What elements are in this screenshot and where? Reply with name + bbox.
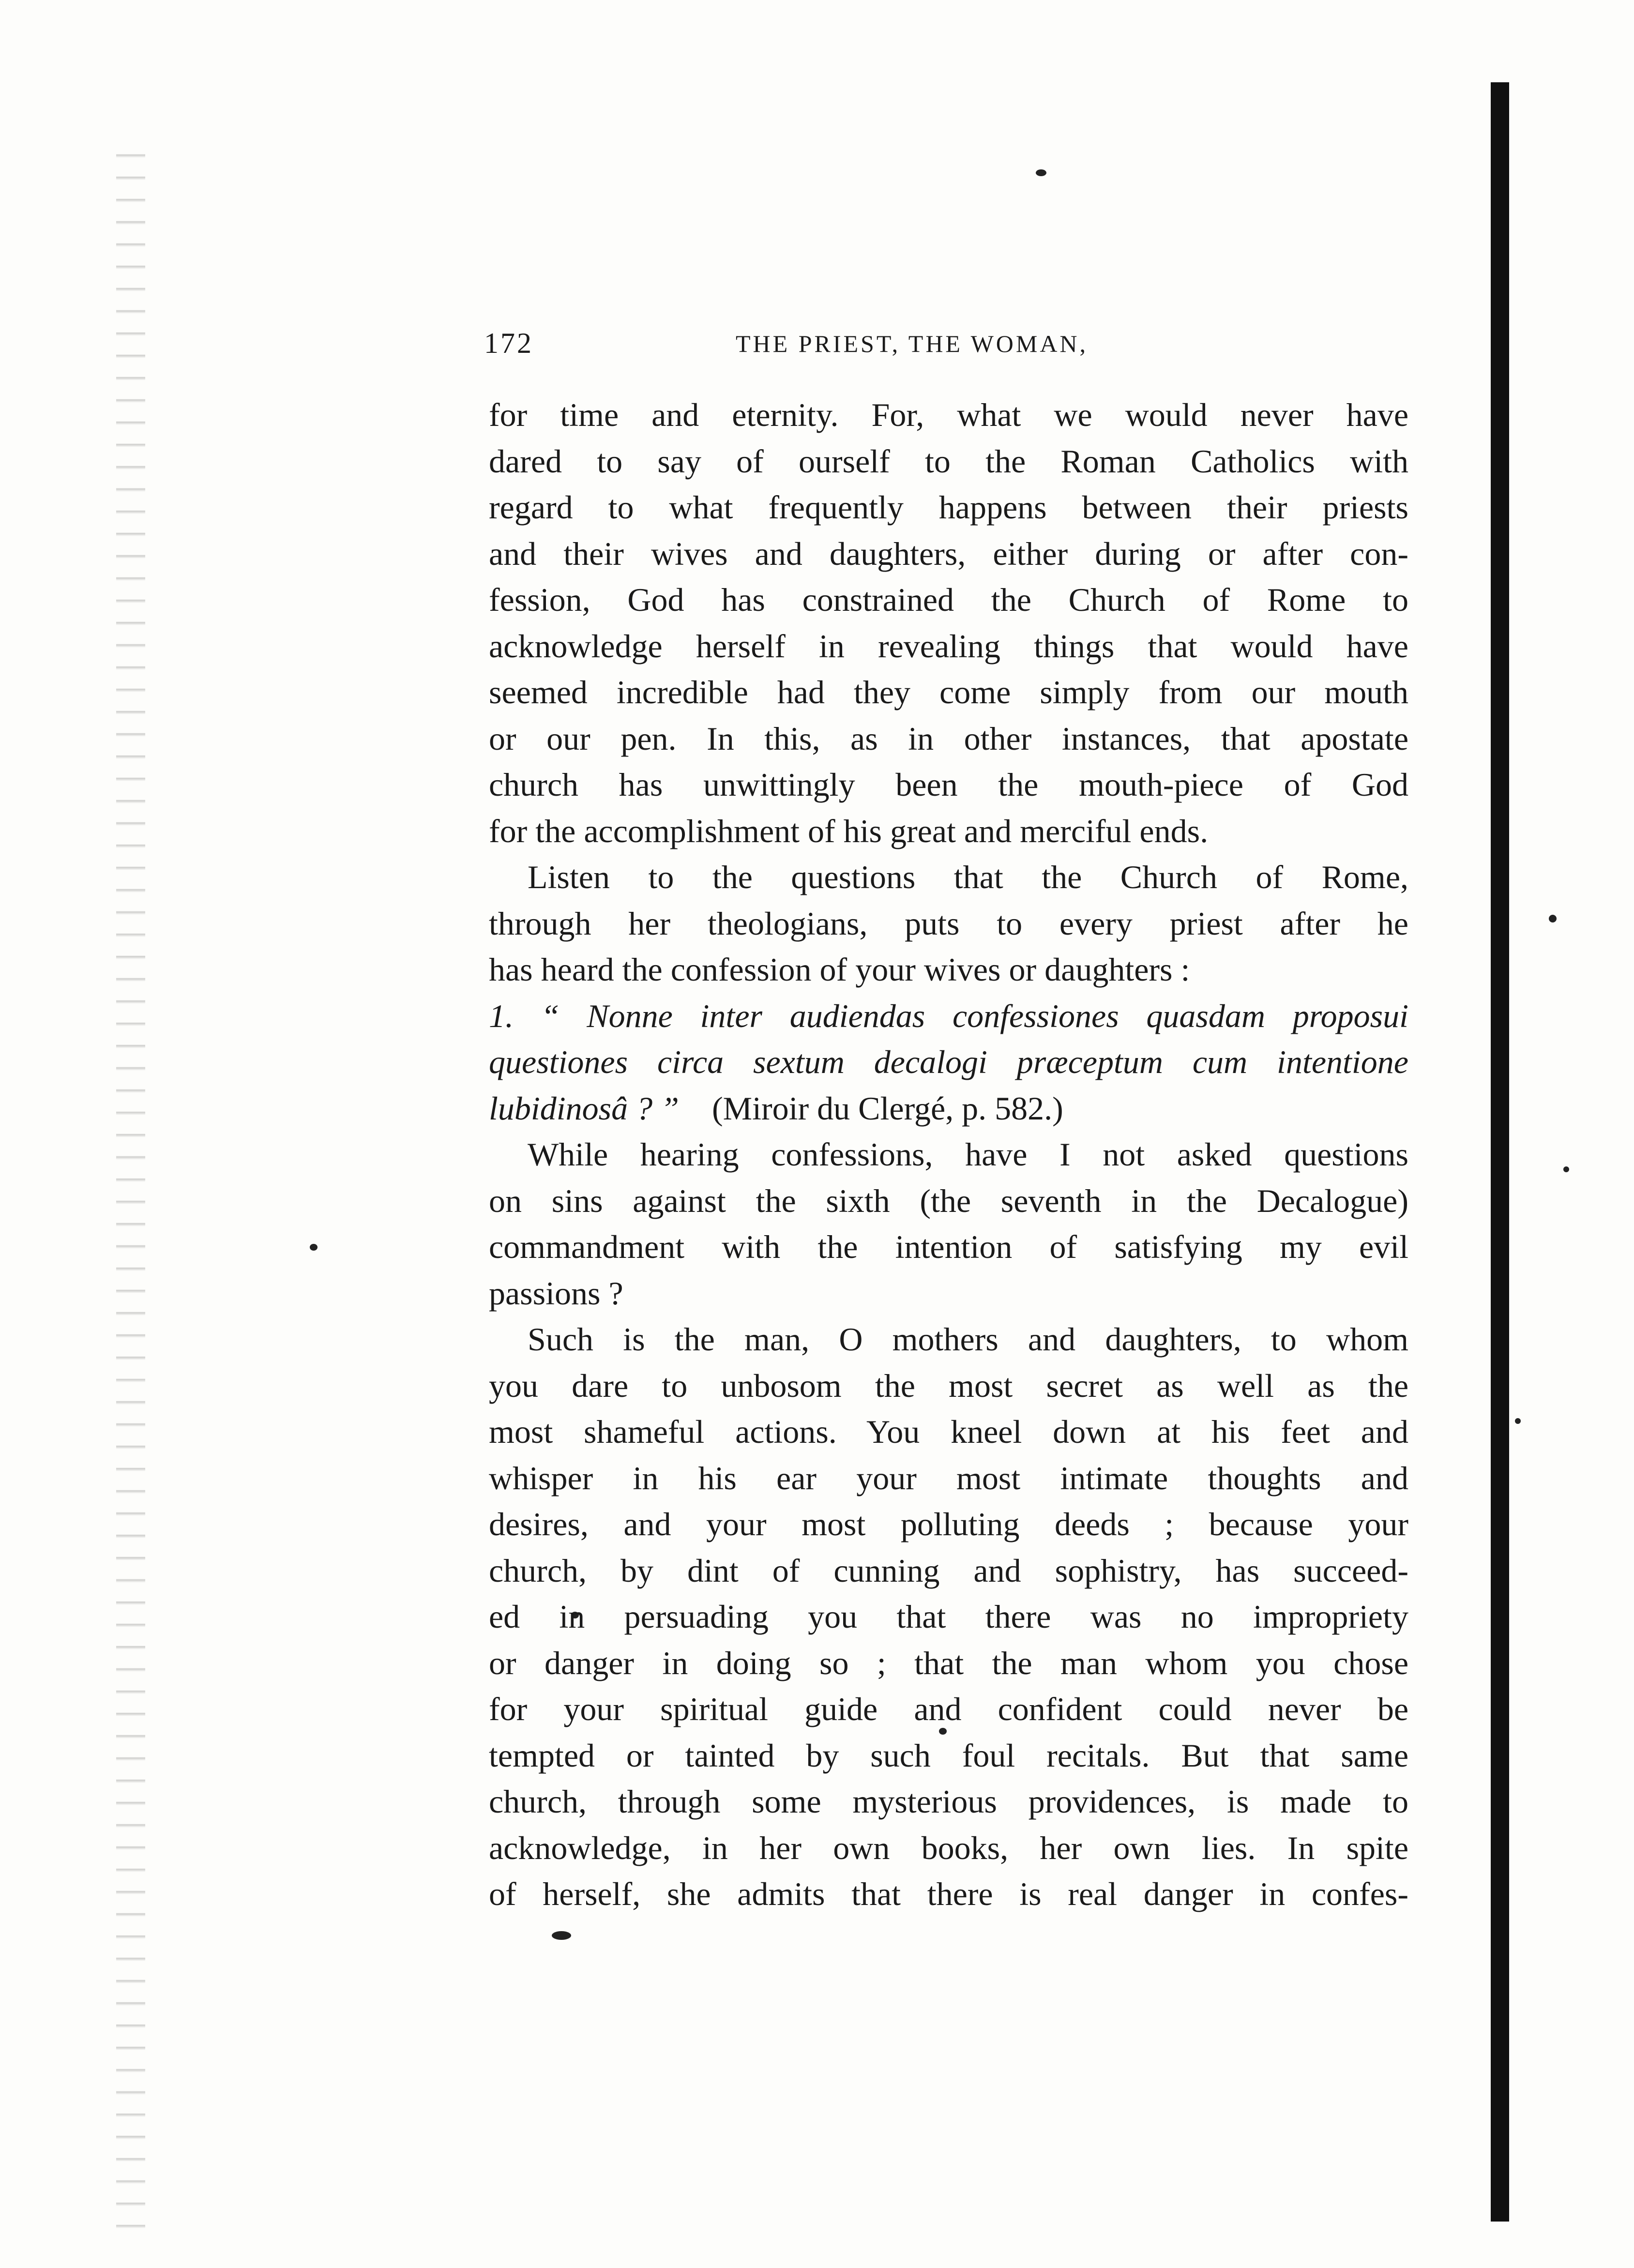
text-line: most shameful actions. You kneel down at his feet and bbox=[489, 1413, 1408, 1450]
text-line: for time and eternity. For, what we would never have bbox=[489, 396, 1408, 433]
text-line: commandment with the intention of satisfying my evil bbox=[489, 1228, 1408, 1265]
latin-quote-line: questiones circa sextum decalogi præceptum cum intentione bbox=[489, 1043, 1408, 1080]
text-line: acknowledge, in her own books, her own lies. In spite bbox=[489, 1829, 1408, 1866]
text-line: whisper in his ear your most intimate thoughts and bbox=[489, 1459, 1408, 1497]
text-line: or danger in doing so ; that the man whom you chose bbox=[489, 1644, 1408, 1681]
scan-speck bbox=[1515, 1418, 1521, 1424]
body-text bbox=[489, 392, 1408, 1918]
running-head-title: THE PRIEST, THE WOMAN, bbox=[736, 330, 1089, 357]
text-line: of herself, she admits that there is real danger in confes- bbox=[489, 1875, 1408, 1912]
text-line: seemed incredible had they come simply from our mouth bbox=[489, 674, 1408, 711]
latin-quote-last-line bbox=[489, 1086, 1408, 1132]
text-line: church has unwittingly been the mouth-piece of God bbox=[489, 766, 1408, 803]
text-line: has heard the confession of your wives or daughters : bbox=[489, 951, 1190, 988]
scan-speck bbox=[1549, 915, 1557, 922]
text-line: regard to what frequently happens between their priests bbox=[489, 489, 1408, 526]
latin-quote-line: lubidinosâ ? ” bbox=[489, 1089, 679, 1127]
text-line: and their wives and daughters, either during or after con- bbox=[489, 535, 1408, 572]
text-line: desires, and your most polluting deeds ; because your bbox=[489, 1506, 1408, 1542]
text-line: fession, God has constrained the Church of Rome to bbox=[489, 581, 1408, 618]
citation: (Miroir du Clergé, p. 582.) bbox=[711, 1089, 1063, 1127]
scan-speck bbox=[1563, 1166, 1569, 1172]
text-line: dared to say of ourself to the Roman Catholics with bbox=[489, 442, 1408, 480]
text-line: church, through some mysterious providences, is made to bbox=[489, 1783, 1408, 1820]
running-head bbox=[484, 327, 1418, 365]
text-line: for the accomplishment of his great and merciful ends. bbox=[489, 812, 1209, 849]
text-line: Such is the man, O mothers and daughters, to whom bbox=[528, 1321, 1408, 1358]
scan-edge-bar bbox=[1491, 82, 1509, 2222]
text-line: While hearing confessions, have I not asked questions bbox=[528, 1136, 1408, 1173]
text-line: tempted or tainted by such foul recitals. But that same bbox=[489, 1737, 1408, 1774]
latin-quote-line: 1. “ Nonne inter audiendas confessiones quasdam proposui bbox=[489, 997, 1408, 1034]
text-line: passions ? bbox=[489, 1274, 623, 1312]
text-line: on sins against the sixth (the seventh in the Decalogue) bbox=[489, 1182, 1408, 1219]
text-line: for your spiritual guide and confident could never be bbox=[489, 1691, 1408, 1727]
scan-speck bbox=[310, 1244, 318, 1251]
text-line: or our pen. In this, as in other instances, that apostate bbox=[489, 720, 1408, 757]
scan-speck bbox=[552, 1931, 571, 1940]
text-line: Listen to the questions that the Church of Rome, bbox=[528, 859, 1408, 895]
text-line: you dare to unbosom the most secret as well as the bbox=[489, 1367, 1408, 1404]
scan-gutter-noise bbox=[116, 136, 145, 2241]
text-line: through her theologians, puts to every priest after he bbox=[489, 905, 1408, 942]
text-line: acknowledge herself in revealing things that would have bbox=[489, 627, 1408, 665]
scan-speck bbox=[1036, 169, 1046, 176]
text-line: church, by dint of cunning and sophistry, has succeed- bbox=[489, 1552, 1408, 1589]
text-line: ed in persuading you that there was no impropriety bbox=[489, 1598, 1408, 1635]
page-number: 172 bbox=[484, 327, 533, 359]
